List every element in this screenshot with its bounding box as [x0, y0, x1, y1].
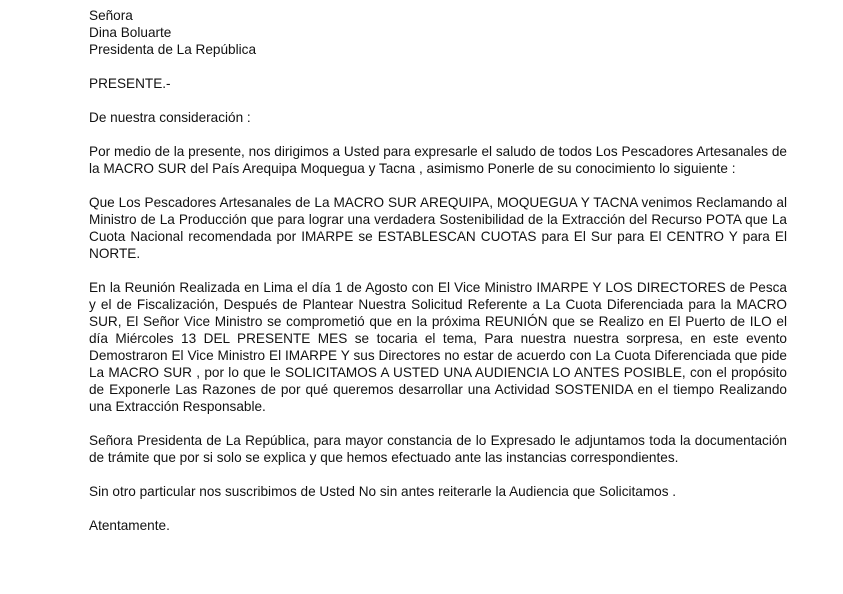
closing: Atentamente.: [89, 518, 170, 533]
recipient-name: Dina Boluarte: [89, 25, 172, 40]
paragraph-meeting: En la Reunión Realizada en Lima el día 1 de Agosto con El Vice Ministro IMARPE Y LOS DIRECTORES de Pesca y el de Fiscalización, Después de Plantear Nuestra Solicitud Referente a La Cuota Diferenciada para la MACRO SUR, El Señor Vice Ministro se comprometió que en la próxima REUNIÓN que se Realizo en El Puerto de ILO el día Miércoles 13 DEL PRESENTE MES se tocaria el tema, Para nuestra nuestra sorpresa, en este evento Demostraron El Vice Ministro El IMARPE Y sus Directores no estar de acuerdo con La Cuota Diferenciada que pide La MACRO SUR , por lo que le SOLICITAMOS A USTED UNA AUDIENCIA LO ANTES POSIBLE, con el propósito de Exponerle Las Razones de por qué queremos desarrollar una Actividad SOSTENIDA en el tiempo Realizando una Extracción Responsable.: [89, 280, 787, 414]
paragraph-claim: Que Los Pescadores Artesanales de La MACRO SUR AREQUIPA, MOQUEGUA Y TACNA venimos Reclamando al Ministro de La Producción que para lograr una verdadera Sostenibilidad de la Extracción del Recurso POTA que La Cuota Nacional recomendada por IMARPE se ESTABLESCAN CUOTAS para El Sur para El CENTRO Y para El NORTE.: [89, 195, 787, 261]
paragraph-farewell: Sin otro particular nos suscribimos de Usted No sin antes reiterarle la Audiencia que Solicitamos .: [89, 484, 677, 499]
recipient-title: Presidenta de La República: [89, 42, 257, 57]
recipient-salutation: Señora: [89, 8, 133, 23]
presente-label: PRESENTE.-: [89, 76, 171, 91]
paragraph-intro: Por medio de la presente, nos dirigimos a Usted para expresarle el saludo de todos Los Pescadores Artesanales de la MACRO SUR del País Arequipa Moquegua y Tacna , asimismo Ponerle de su conocimiento lo siguiente :: [89, 144, 787, 176]
greeting: De nuestra consideración :: [89, 110, 251, 125]
paragraph-attachments: Señora Presidenta de La República, para mayor constancia de lo Expresado le adjuntamos toda la documentación de trámite que por si solo se explica y que hemos efectuado ante las instancias correspondientes.: [89, 433, 787, 465]
letter-page: [89, 7, 787, 534]
